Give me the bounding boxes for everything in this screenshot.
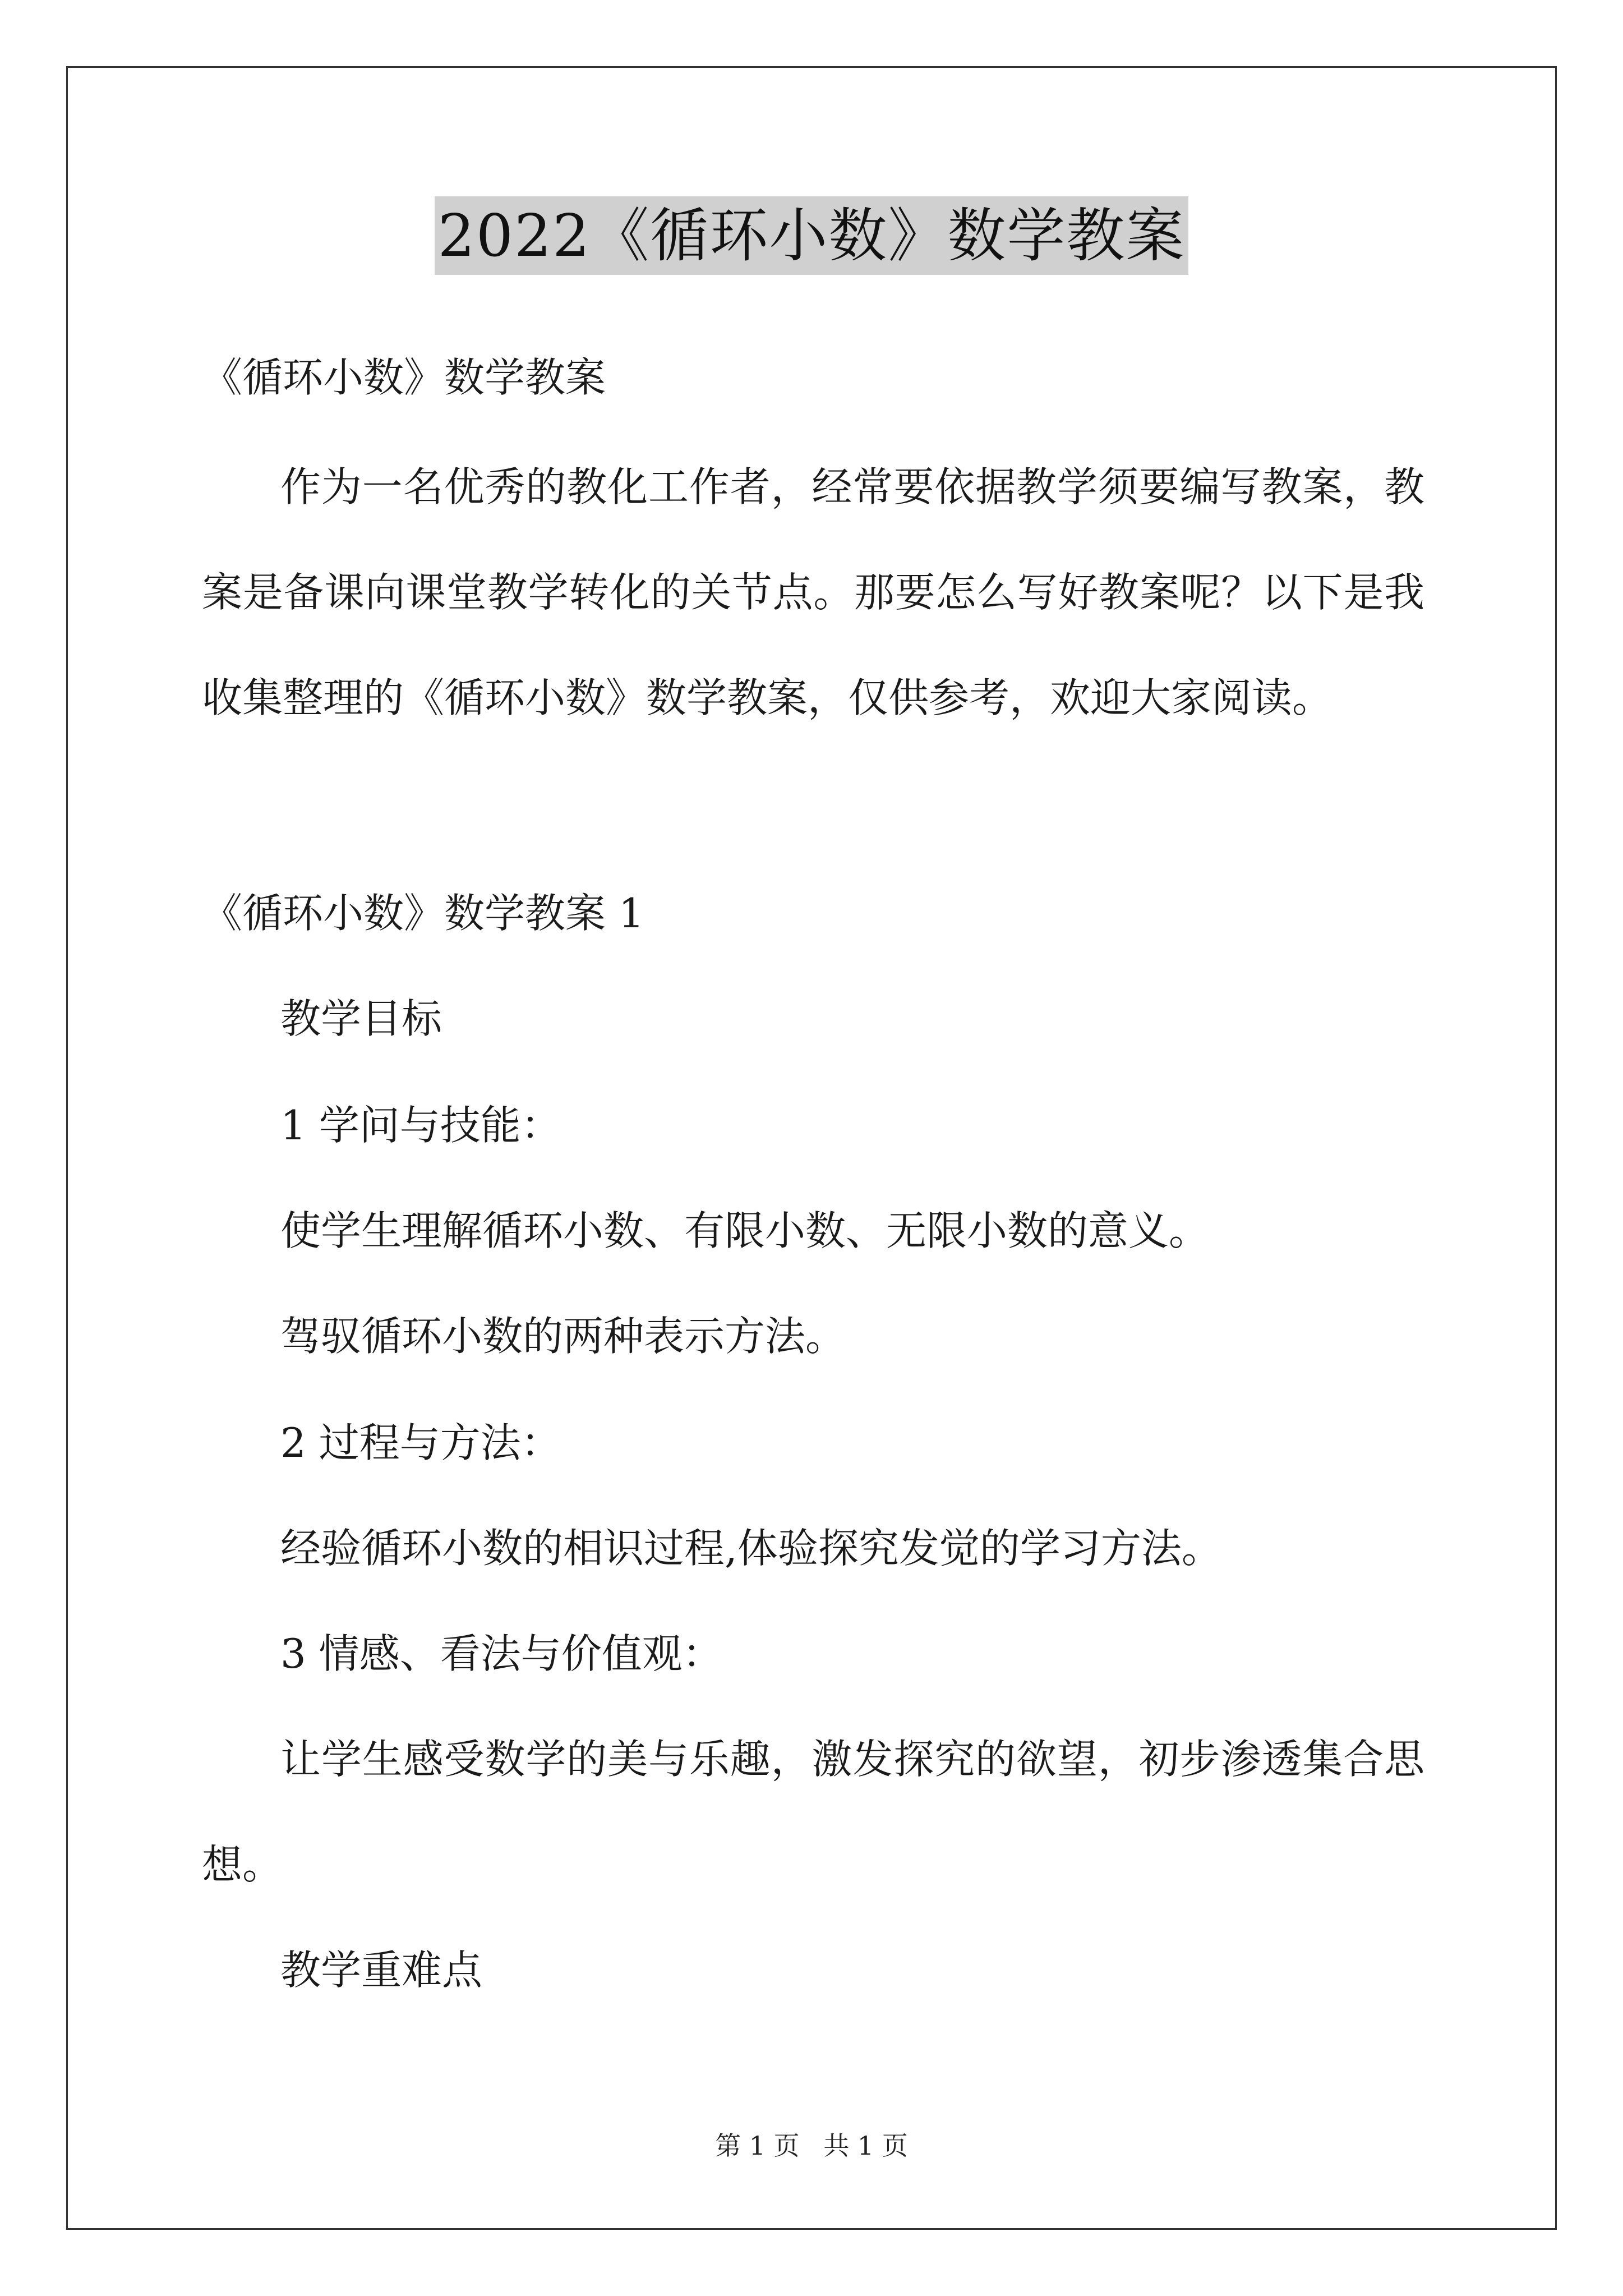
page-number-total: 共 1 页 xyxy=(823,2131,908,2161)
intro-line-3: 收集整理的《循环小数》数学教案，仅供参考，欢迎大家阅读。 xyxy=(202,674,1333,721)
document-subtitle: 《循环小数》数学教案 xyxy=(202,354,606,401)
section-heading: 《循环小数》数学教案 1 xyxy=(202,890,644,937)
goal1-item-1: 使学生理解循环小数、有限小数、无限小数的意义。 xyxy=(280,1207,1210,1254)
goal3-heading: 3 情感、看法与价值观： xyxy=(280,1630,723,1677)
page-footer xyxy=(0,2129,1623,2162)
goals-heading: 教学目标 xyxy=(280,995,442,1042)
goal2-heading: 2 过程与方法： xyxy=(280,1419,561,1466)
document-title: 2022《循环小数》数学教案 xyxy=(435,196,1189,275)
goal1-heading: 1 学问与技能： xyxy=(280,1102,561,1149)
difficulty-heading: 教学重难点 xyxy=(280,1947,483,1994)
goal1-item-2: 驾驭循环小数的两种表示方法。 xyxy=(280,1313,846,1360)
title-container xyxy=(0,196,1623,275)
goal3-item-1-line-1: 让学生感受数学的美与乐趣，激发探究的欲望，初步渗透集合思 xyxy=(280,1736,1424,1783)
page-number-current: 第 1 页 xyxy=(715,2131,800,2161)
intro-line-2: 案是备课向课堂教学转化的关节点。那要怎么写好教案呢？以下是我 xyxy=(202,569,1424,616)
intro-line-1: 作为一名优秀的教化工作者，经常要依据教学须要编写教案，教 xyxy=(280,463,1424,510)
goal3-item-1-line-2: 想。 xyxy=(202,1841,283,1888)
goal2-item-1: 经验循环小数的相识过程,体验探究发觉的学习方法。 xyxy=(280,1525,1222,1572)
